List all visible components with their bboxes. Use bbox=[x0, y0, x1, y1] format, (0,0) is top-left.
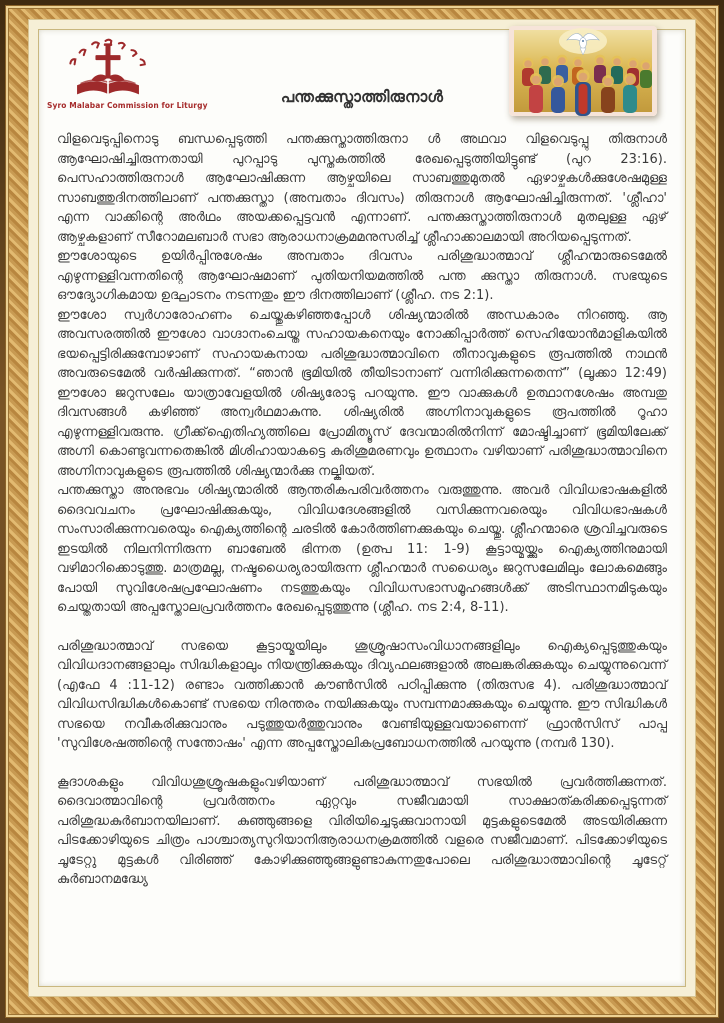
cross-shape bbox=[95, 43, 120, 78]
cross-book-emblem-icon bbox=[62, 32, 154, 100]
pentecost-dove-apostles-icon bbox=[509, 26, 657, 116]
logo-caption: Syro Malabar Commission for Liturgy bbox=[47, 101, 208, 110]
frame-cream-mat bbox=[28, 19, 696, 997]
body-paragraph: പരിശുദ്ധാത്മാവ് സഭയെ കൂട്ടായ്മയിലും ശുശ്രൂഷാസംവിധാനങ്ങളിലും ഐക്യപ്പെടുത്തുകയും വിവിധദാനങ്ങളാലും സിദ്ധികളാലും നിയന്ത്രിക്കുകയും ദിവ്യഫലങ്ങളാൽ അലങ്കരിക്കുകയും ചെയ്യുന്നുവെന്ന് (എഫേ 4 :11-12) രണ്ടാം വത്തിക്കാൻ കൗൺസിൽ പഠിപ്പിക്കുന്നു (തിരുസഭ 4). പരിശുദ്ധാത്മാവ് വിവിധസിദ്ധികൾകൊണ്ട് സഭയെ നിരന്തരം നയിക്കുകയും സമ്പന്നമാക്കുകയും ചെയ്യുന്നു. ഈ സിദ്ധികൾ സഭയെ നവീകരിക്കുവാനും പടുത്തുയർത്തുവാനും വേണ്ടിയുള്ളവയാണെന്ന് ഫ്രാൻസിസ് പാപ്പ 'സുവിശേഷത്തിന്റെ സന്തോഷം' എന്ന അപ്പസ്തോലികപ്രബോധനത്തിൽ പറയുന്നു (നമ്പർ 130). bbox=[57, 638, 667, 751]
document-body bbox=[55, 126, 669, 890]
body-paragraph: ഈശോയുടെ ഉയിർപ്പിനുശേഷം അമ്പതാം ദിവസം പരിശുദ്ധാത്മാവ് ശ്ലീഹന്മാരുടെമേൽ എഴുന്നള്ളിവന്നതിന്റെ ആഘോഷമാണ് പുതിയനിയമത്തിൽ പന്ത ക്കുസ്താ തിരുനാൾ. സഭയുടെ ഔദ്യോഗികമായ ഉദ്ഘാടനം നടന്നതും ഈ ദിനത്തിലാണ് (ശ്ലീഹ. നട 2:1). bbox=[57, 249, 667, 303]
commission-logo bbox=[47, 32, 208, 110]
page-header bbox=[47, 32, 669, 126]
body-paragraph: പന്തക്കുസ്താ അനുഭവം ശിഷ്യന്മാരിൽ ആന്തരികപരിവർത്തനം വരുത്തുന്നു. അവർ വിവിധഭാഷകളിൽ ദൈവവചനം പ്രഘോഷിക്കുകയും, വിവിധദേശങ്ങളിൽ വസിക്കുന്നവരെയും വിവിധഭാഷകൾ സംസാരിക്കുന്നവരെയും ഐക്യത്തിന്റെ ചരടിൽ കോർത്തിണക്കുകയും ചെയ്തു. ശ്ലീഹന്മാരെ ശ്രവിച്ചവരുടെ ഇടയിൽ നിലനിന്നിരുന്ന ബാബേൽ ഭിന്നത (ഉത്പ 11: 1-9) കൂട്ടായ്മയ്ക്കും ഐക്യത്തിനുമായി വഴിമാറിക്കൊടുത്തു. മാത്രമല്ല, നഷ്ടധൈര്യരായിരുന്ന ശ്ലീഹന്മാർ സധൈര്യം ജറുസലേമിലും ലോകമെങ്ങും പോയി സുവിശേഷപ്രഘോഷണം നടത്തുകയും വിവിധസഭാസമൂഹങ്ങൾക്ക് അടിസ്ഥാനമിടുകയും ചെയ്തതായി അപ്പസ്തോലപ്രവർത്തനം രേഖപ്പെടുത്തുന്നു (ശ്ലീഹ. നട 2:4, 8-11). bbox=[57, 483, 667, 615]
body-paragraph: കൂദാശകളും വിവിധശുശ്രൂഷകളുംവഴിയാണ് പരിശുദ്ധാത്മാവ് സഭയിൽ പ്രവർത്തിക്കുന്നത്. ദൈവാത്മാവിന്റെ പ്രവർത്തനം ഏറ്റവും സജീവമായി സാക്ഷാത്കരിക്കപ്പെടുന്നത് പരിശുദ്ധകുർബാനയിലാണ്. കുഞ്ഞുങ്ങളെ വിരിയിച്ചെടുക്കുവാനായി മുട്ടകളുടെമേൽ അടയിരിക്കുന്ന പിടക്കോഴിയുടെ ചിത്രം പാശ്ചാത്യസുറിയാനിആരാധനക്രമത്തിൽ വളരെ സജീവമാണ്. പിടക്കോഴിയുടെ ചൂടേറ്റു മുട്ടകൾ വിരിഞ്ഞ് കോഴിക്കുഞ്ഞുങ്ങളുണ്ടാകുന്നതുപോലെ പരിശുദ്ധാത്മാവിന്റെ ചൂടേറ്റ് കുർബാനമദ്ധ്യേ bbox=[57, 774, 667, 887]
body-paragraph: ഈശോ സ്വർഗാരോഹണം ചെയ്തുകഴിഞ്ഞപ്പോൾ ശിഷ്യന്മാരിൽ അന്ധകാരം നിറഞ്ഞു. ആ അവസരത്തിൽ ഈശോ വാഗ്ദാനംചെയ്ത സഹായകനെയും നോക്കിപ്പാർത്ത് സെഹിയോൻമാളികയിൽ ഭയപ്പെട്ടിരിക്കുമ്പോഴാണ് സഹായകനായ പരിശുദ്ധാത്മാവിനെ തീനാവുകളുടെ രൂപത്തിൽ നാഥൻ അവരുടെമേൽ വർഷിക്കുന്നത്. “ഞാൻ ഭൂമിയിൽ തീയിടാനാണ് വന്നിരിക്കുന്നതെന്ന്” (ലൂക്കാ 12:49) ഈശോ ജറുസലേം യാത്രാവേളയിൽ ശിഷ്യരോടു പറയുന്നു. ഈ വാക്കുകൾ ഉത്ഥാനശേഷം അമ്പതു ദിവസങ്ങൾ കഴിഞ്ഞ് അന്വർഥമാകുന്നു. ശിഷ്യരിൽ അഗ്നിനാവുകളുടെ രൂപത്തിൽ റൂഹാ എഴുന്നള്ളിവരുന്നു. ഗ്രീക്ക്ഐതിഹ്യത്തിലെ പ്രോമിത്യൂസ് ദേവന്മാരിൽനിന്ന് മോഷ്ടിച്ചാണ് ഭൂമിയിലേക്ക് അഗ്നി കൊണ്ടുവന്നതെങ്കിൽ മിശിഹായാകട്ടെ കുരിശുമരണവും ഉത്ഥാനം വഴിയാണ് പരിശുദ്ധാത്മാവിനെ അഗ്നിനാവുകളുടെ രൂപത്തിൽ ശിഷ്യന്മാർക്കു നല്കിയത്. bbox=[57, 307, 667, 479]
pentecost-image bbox=[509, 26, 657, 116]
document-page bbox=[38, 29, 686, 987]
mary-figure bbox=[575, 69, 591, 116]
page-title: പന്തക്കുസ്താത്തിരുനാൾ bbox=[280, 88, 444, 106]
body-paragraph: വിളവെടുപ്പിനൊടു ബന്ധപ്പെടുത്തി പന്തക്കുസ്താത്തിരുനാ ൾ അഥവാ വിളവെടുപ്പു തിരുനാൾ ആഘോഷിച്ചിരുന്നതായി പുറപ്പാടു പുസ്തകത്തിൽ രേഖപ്പെടുത്തിയിട്ടുണ്ട് (പുറ 23:16). പെസഹാത്തിരുനാൾ ആഘോഷിക്കുന്ന ആഴ്ചയിലെ സാബത്തുമുതൽ ഏഴാഴ്ചകൾക്കുശേഷമുള്ള സാബത്തുദിനത്തിലാണ് പന്തക്കുസ്താ (അമ്പതാം ദിവസം) തിരുനാൾ ആഘോഷിച്ചിരുന്നത്. 'ശ്ലീഹാ' എന്ന വാക്കിന്റെ അർഥം അയക്കപ്പെട്ടവൻ എന്നാണ്. പന്തക്കുസ്താത്തിരുനാൾ മുതലുള്ള ഏഴ് ആഴ്ചകളാണ് സീറോമലബാർ സഭാ ആരാധനാക്രമമനുസരിച്ച് ശ്ലീഹാക്കാലമായി അറിയപ്പെടുന്നത്. bbox=[57, 132, 667, 245]
open-book-shape bbox=[77, 79, 139, 94]
frame-gold-band bbox=[5, 5, 719, 1018]
